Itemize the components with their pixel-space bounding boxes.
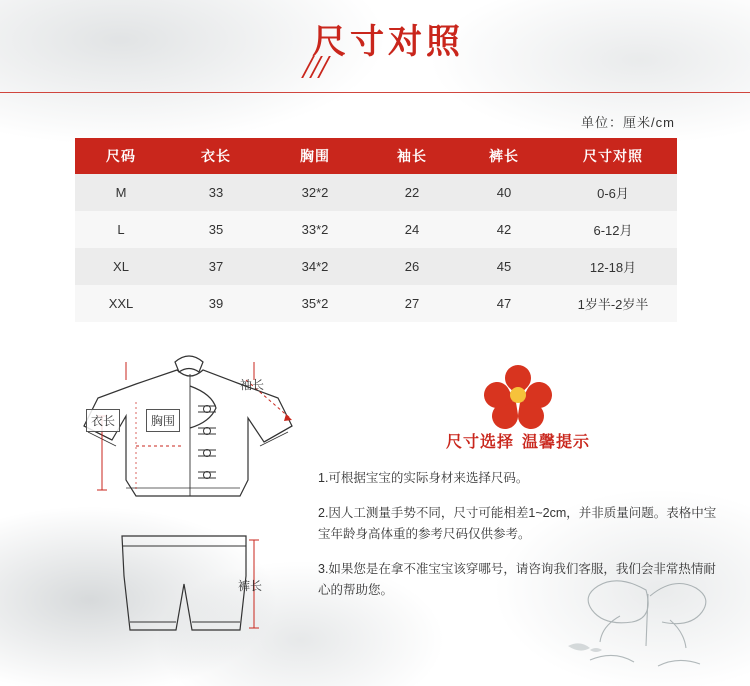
table-cell: XL [75, 248, 167, 285]
table-cell: 45 [459, 248, 549, 285]
tip-item: 1.可根据宝宝的实际身材来选择尺码。 [318, 471, 529, 485]
table-cell: 40 [459, 174, 549, 211]
table-header-cell: 袖长 [365, 138, 459, 174]
unit-note: 单位：厘米/cm [581, 115, 675, 130]
label-sleeve-length: 袖长 [240, 378, 265, 392]
tips-heading [318, 429, 718, 452]
table-cell: 0-6月 [549, 174, 677, 211]
table-cell: 27 [365, 285, 459, 322]
table-cell: 35*2 [265, 285, 365, 322]
table-header-cell: 尺码 [75, 138, 167, 174]
table-cell: 42 [459, 211, 549, 248]
table-cell: L [75, 211, 167, 248]
table-cell: 37 [167, 248, 265, 285]
table-cell: XXL [75, 285, 167, 322]
table-row [75, 211, 677, 248]
table-cell: M [75, 174, 167, 211]
tips-heading-left: 尺寸选择 [445, 434, 514, 451]
table-cell: 22 [365, 174, 459, 211]
label-garment-length: 衣长 [86, 409, 120, 432]
table-cell: 47 [459, 285, 549, 322]
table-header-cell: 裤长 [459, 138, 549, 174]
table-header-cell: 衣长 [167, 138, 265, 174]
table-cell: 33*2 [265, 211, 365, 248]
table-row [75, 248, 677, 285]
table-header-cell: 胸围 [265, 138, 365, 174]
tips-heading-right: 温馨提示 [522, 434, 591, 451]
tip-item: 2.因人工测量手势不同，尺寸可能相差1~2cm，并非质量问题。表格中宝宝年龄身高体重的参考尺码仅供参考。 [318, 506, 717, 541]
flower-icon [483, 365, 553, 427]
table-cell: 35 [167, 211, 265, 248]
garment-diagram-svg [40, 340, 330, 670]
table-cell: 6-12月 [549, 211, 677, 248]
table-cell: 26 [365, 248, 459, 285]
table-cell: 24 [365, 211, 459, 248]
size-table [75, 138, 677, 322]
table-cell: 33 [167, 174, 265, 211]
table-cell: 12-18月 [549, 248, 677, 285]
header-divider [0, 92, 750, 93]
table-header-cell: 尺寸对照 [549, 138, 677, 174]
title-slash-decoration [307, 56, 457, 78]
header [0, 0, 750, 96]
table-cell: 32*2 [265, 174, 365, 211]
table-cell: 1岁半-2岁半 [549, 285, 677, 322]
label-bust: 胸围 [146, 409, 180, 432]
label-pants-length: 裤长 [238, 579, 263, 593]
tip-item: 3.如果您是在拿不准宝宝该穿哪号，请咨询我们客服，我们会非常热情耐心的帮助您。 [318, 562, 716, 597]
table-header-row [75, 138, 677, 174]
table-cell: 39 [167, 285, 265, 322]
table-row [75, 285, 677, 322]
table-cell: 34*2 [265, 248, 365, 285]
page-title: 尺寸对照 [312, 22, 464, 62]
lotus-ink-decoration [550, 550, 730, 680]
table-row [75, 174, 677, 211]
garment-illustration [40, 340, 330, 670]
